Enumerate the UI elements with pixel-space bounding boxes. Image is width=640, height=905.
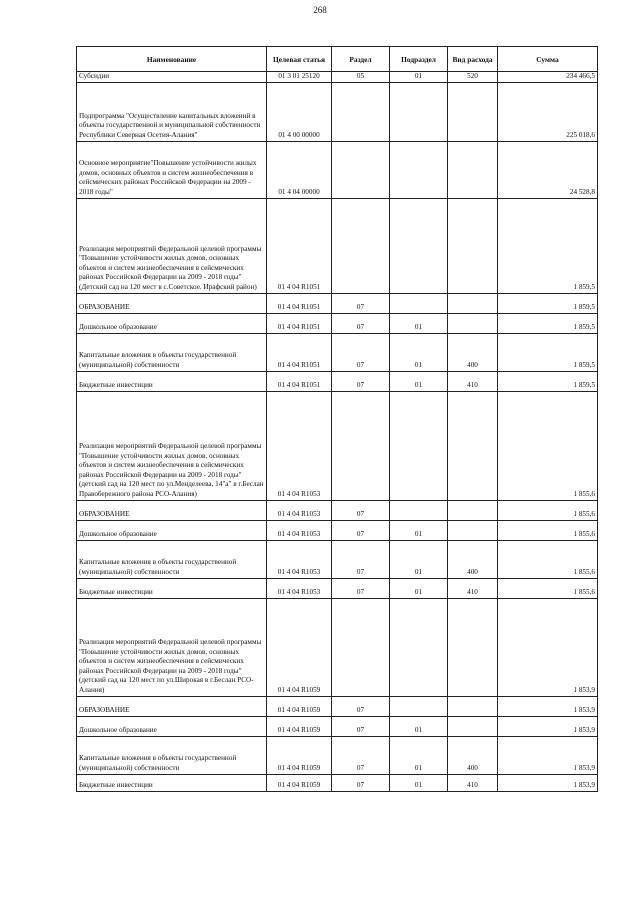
cell-section xyxy=(332,198,390,293)
cell-code: 01 4 04 R1059 xyxy=(267,736,332,774)
budget-table xyxy=(76,46,598,792)
cell-type xyxy=(448,198,498,293)
cell-section: 07 xyxy=(332,696,390,716)
cell-sum: 1 859,5 xyxy=(498,198,598,293)
table-row xyxy=(77,333,598,371)
cell-name: Дошкольное образование xyxy=(77,313,267,333)
cell-sum: 1 855,6 xyxy=(498,540,598,578)
header-sum: Сумма xyxy=(498,47,598,72)
cell-sum: 1 859,5 xyxy=(498,333,598,371)
cell-code: 01 3 01 25120 xyxy=(267,72,332,83)
cell-type xyxy=(448,391,498,500)
cell-code: 01 4 04 R1051 xyxy=(267,313,332,333)
cell-section: 07 xyxy=(332,774,390,791)
table-row xyxy=(77,313,598,333)
cell-sum: 24 528,8 xyxy=(498,141,598,198)
cell-code: 01 4 04 R1059 xyxy=(267,598,332,696)
cell-sum: 1 859,5 xyxy=(498,293,598,313)
cell-code: 01 4 04 R1059 xyxy=(267,696,332,716)
table-row xyxy=(77,141,598,198)
cell-section xyxy=(332,141,390,198)
cell-type: 400 xyxy=(448,333,498,371)
cell-subsection: 01 xyxy=(390,520,448,540)
page-number: 268 xyxy=(313,5,327,15)
cell-section: 07 xyxy=(332,371,390,391)
table-row xyxy=(77,696,598,716)
cell-section: 07 xyxy=(332,500,390,520)
cell-type: 410 xyxy=(448,578,498,598)
cell-sum: 1 853,9 xyxy=(498,716,598,736)
cell-name: Реализация мероприятий Федеральной целевой программы "Повышение устойчивости жилых домов, основных объектов и систем жизнеобеспечения в сейсмических районах Российской Федерации на 2009 - 2018 годы" (детский сад на 120 мест по ул.Менделеева, 14"а" в г.Беслан Правобережного района РСО-Алания) xyxy=(77,391,267,500)
cell-type: 410 xyxy=(448,774,498,791)
cell-section: 07 xyxy=(332,716,390,736)
header-section: Раздел xyxy=(332,47,390,72)
cell-type xyxy=(448,500,498,520)
cell-name: ОБРАЗОВАНИЕ xyxy=(77,293,267,313)
cell-subsection xyxy=(390,293,448,313)
cell-subsection xyxy=(390,82,448,141)
cell-sum: 1 859,5 xyxy=(498,313,598,333)
cell-section: 07 xyxy=(332,333,390,371)
table-row xyxy=(77,598,598,696)
header-name: Наименование xyxy=(77,47,267,72)
table-row xyxy=(77,293,598,313)
cell-name: Основное мероприятие"Повышение устойчивости жилых домов, основных объектов и систем жизнеобеспечения в сейсмических районах Российской Федерации на 2009 - 2018 годы" xyxy=(77,141,267,198)
cell-name: Бюджетные инвестиции xyxy=(77,371,267,391)
cell-subsection: 01 xyxy=(390,736,448,774)
cell-type xyxy=(448,716,498,736)
cell-section: 07 xyxy=(332,293,390,313)
table-header-row xyxy=(77,47,598,72)
cell-code: 01 4 00 00000 xyxy=(267,82,332,141)
cell-subsection xyxy=(390,696,448,716)
cell-subsection: 01 xyxy=(390,540,448,578)
table-row xyxy=(77,371,598,391)
header-code: Целевая статья xyxy=(267,47,332,72)
cell-section xyxy=(332,391,390,500)
table-row xyxy=(77,540,598,578)
table-row xyxy=(77,198,598,293)
cell-name: Капитальные вложения в объекты государственной (муниципальной) собственности xyxy=(77,333,267,371)
cell-subsection: 01 xyxy=(390,313,448,333)
table-row xyxy=(77,500,598,520)
cell-sum: 234 466,5 xyxy=(498,72,598,83)
cell-section: 07 xyxy=(332,736,390,774)
cell-type xyxy=(448,141,498,198)
cell-code: 01 4 04 R1051 xyxy=(267,293,332,313)
cell-type xyxy=(448,82,498,141)
cell-code: 01 4 04 R1059 xyxy=(267,716,332,736)
cell-name: ОБРАЗОВАНИЕ xyxy=(77,696,267,716)
cell-subsection xyxy=(390,141,448,198)
cell-code: 01 4 04 R1051 xyxy=(267,371,332,391)
cell-type xyxy=(448,313,498,333)
table-row xyxy=(77,520,598,540)
header-type: Вид расхода xyxy=(448,47,498,72)
cell-code: 01 4 04 R1053 xyxy=(267,540,332,578)
cell-type xyxy=(448,520,498,540)
table-row xyxy=(77,391,598,500)
cell-code: 01 4 04 R1059 xyxy=(267,774,332,791)
cell-name: Реализация мероприятий Федеральной целевой программы "Повышение устойчивости жилых домов, основных объектов и систем жизнеобеспечения в сейсмических районах Российской Федерации на 2009 - 2018 годы" (детский сад на 120 мест по ул.Широкая в г.Беслан РСО-Алания) xyxy=(77,598,267,696)
cell-sum: 1 855,6 xyxy=(498,578,598,598)
cell-sum: 1 855,6 xyxy=(498,500,598,520)
cell-sum: 1 859,5 xyxy=(498,371,598,391)
cell-section: 07 xyxy=(332,540,390,578)
cell-code: 01 4 04 00000 xyxy=(267,141,332,198)
cell-sum: 1 853,9 xyxy=(498,598,598,696)
cell-sum: 1 855,6 xyxy=(498,391,598,500)
cell-code: 01 4 04 R1053 xyxy=(267,391,332,500)
cell-name: Бюджетные инвестиции xyxy=(77,578,267,598)
cell-subsection: 01 xyxy=(390,578,448,598)
cell-subsection xyxy=(390,500,448,520)
cell-section xyxy=(332,598,390,696)
cell-subsection xyxy=(390,598,448,696)
table-row xyxy=(77,72,598,83)
cell-subsection: 01 xyxy=(390,774,448,791)
cell-subsection xyxy=(390,391,448,500)
cell-code: 01 4 04 R1053 xyxy=(267,500,332,520)
cell-sum: 1 853,9 xyxy=(498,696,598,716)
cell-name: Подпрограмма "Осуществление капитальных вложений в объекты государственной и муниципальной собственности Республики Северная Осетия-Алания" xyxy=(77,82,267,141)
cell-name: Дошкольное образование xyxy=(77,520,267,540)
cell-type: 520 xyxy=(448,72,498,83)
cell-subsection xyxy=(390,198,448,293)
table-row xyxy=(77,736,598,774)
cell-sum: 225 018,6 xyxy=(498,82,598,141)
header-subsection: Подраздел xyxy=(390,47,448,72)
cell-type xyxy=(448,293,498,313)
cell-name: Капитальные вложения в объекты государственной (муниципальной) собственности xyxy=(77,736,267,774)
cell-type: 410 xyxy=(448,371,498,391)
cell-code: 01 4 04 R1051 xyxy=(267,333,332,371)
table-row xyxy=(77,578,598,598)
table-row xyxy=(77,82,598,141)
cell-name: Субсидии xyxy=(77,72,267,83)
cell-code: 01 4 04 R1053 xyxy=(267,520,332,540)
cell-name: Капитальные вложения в объекты государственной (муниципальной) собственности xyxy=(77,540,267,578)
cell-subsection: 01 xyxy=(390,72,448,83)
cell-sum: 1 853,9 xyxy=(498,774,598,791)
table-row xyxy=(77,716,598,736)
cell-code: 01 4 04 R1053 xyxy=(267,578,332,598)
cell-name: Бюджетные инвестиции xyxy=(77,774,267,791)
cell-type: 400 xyxy=(448,736,498,774)
cell-section: 07 xyxy=(332,578,390,598)
cell-section: 05 xyxy=(332,72,390,83)
cell-subsection: 01 xyxy=(390,716,448,736)
cell-name: Дошкольное образование xyxy=(77,716,267,736)
cell-subsection: 01 xyxy=(390,371,448,391)
cell-type: 400 xyxy=(448,540,498,578)
cell-code: 01 4 04 R1051 xyxy=(267,198,332,293)
cell-sum: 1 853,9 xyxy=(498,736,598,774)
cell-subsection: 01 xyxy=(390,333,448,371)
cell-name: ОБРАЗОВАНИЕ xyxy=(77,500,267,520)
table-row xyxy=(77,774,598,791)
cell-type xyxy=(448,598,498,696)
cell-name: Реализация мероприятий Федеральной целевой программы "Повышение устойчивости жилых домов, основных объектов и систем жизнеобеспечения в сейсмических районах Российской Федерации на 2009 - 2018 годы" (Детский сад на 120 мест в с.Советское. Ирафский район) xyxy=(77,198,267,293)
cell-sum: 1 855,6 xyxy=(498,520,598,540)
cell-section xyxy=(332,82,390,141)
cell-section: 07 xyxy=(332,520,390,540)
cell-type xyxy=(448,696,498,716)
cell-section: 07 xyxy=(332,313,390,333)
